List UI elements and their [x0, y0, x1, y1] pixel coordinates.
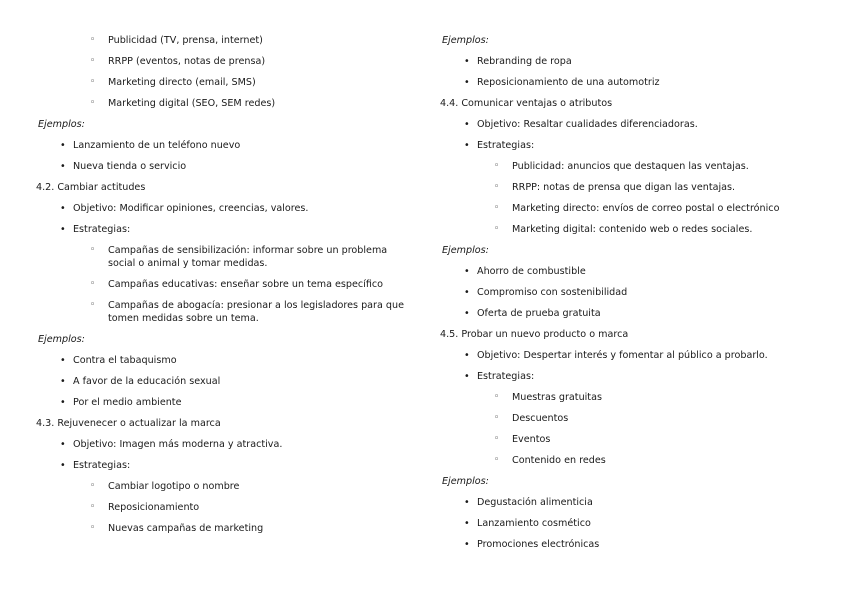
example-item: • Lanzamiento cosmético [440, 513, 820, 534]
objective-item: • Objetivo: Imagen más moderna y atractiva. [36, 434, 416, 455]
section-heading-4-2: 4.2. Cambiar actitudes [36, 182, 146, 193]
example-item: • A favor de la educación sexual [36, 371, 416, 392]
example-item: • Por el medio ambiente [36, 392, 416, 413]
examples-label: Ejemplos: [38, 334, 85, 345]
objective-item: • Objetivo: Resaltar cualidades diferenciadoras. [440, 114, 820, 135]
example-item: • Reposicionamiento de una automotriz [440, 72, 820, 93]
strategy-item: ◦ Muestras gratuitas [440, 387, 820, 408]
section-heading-4-3: 4.3. Rejuvenecer o actualizar la marca [36, 418, 221, 429]
example-item: • Promociones electrónicas [440, 534, 820, 555]
section-heading-4-4: 4.4. Comunicar ventajas o atributos [440, 98, 613, 109]
strategy-item: ◦ Marketing directo (email, SMS) [36, 72, 416, 93]
strategy-item: ◦ Campañas de abogacía: presionar a los legisladores para que tomen medidas sobre un tema. [36, 295, 416, 329]
right-column [440, 30, 820, 555]
examples-label: Ejemplos: [442, 35, 489, 46]
strategy-item: ◦ Nuevas campañas de marketing [36, 518, 416, 539]
section-heading-4-5: 4.5. Probar un nuevo producto o marca [440, 329, 629, 340]
objective-item: • Objetivo: Modificar opiniones, creencias, valores. [36, 198, 416, 219]
strategies-label: • Estrategias: [440, 366, 820, 387]
examples-label: Ejemplos: [38, 119, 85, 130]
strategies-label: • Estrategias: [36, 219, 416, 240]
strategy-item: ◦ Campañas de sensibilización: informar sobre un problema social o animal y tomar medidas. [36, 240, 416, 274]
strategies-label: • Estrategias: [36, 455, 416, 476]
example-item: • Lanzamiento de un teléfono nuevo [36, 135, 416, 156]
left-column [36, 30, 416, 539]
example-item: • Nueva tienda o servicio [36, 156, 416, 177]
example-item: • Contra el tabaquismo [36, 350, 416, 371]
strategy-item: ◦ Marketing digital: contenido web o redes sociales. [440, 219, 820, 240]
strategy-item: ◦ Cambiar logotipo o nombre [36, 476, 416, 497]
strategy-item: ◦ RRPP: notas de prensa que digan las ventajas. [440, 177, 820, 198]
strategy-item: ◦ Marketing directo: envíos de correo postal o electrónico [440, 198, 820, 219]
strategy-item: ◦ Reposicionamiento [36, 497, 416, 518]
strategy-item: ◦ Marketing digital (SEO, SEM redes) [36, 93, 416, 114]
strategy-item: ◦ Campañas educativas: enseñar sobre un tema específico [36, 274, 416, 295]
examples-label: Ejemplos: [442, 476, 489, 487]
strategy-item: ◦ Publicidad: anuncios que destaquen las ventajas. [440, 156, 820, 177]
strategy-item: ◦ Descuentos [440, 408, 820, 429]
example-item: • Compromiso con sostenibilidad [440, 282, 820, 303]
example-item: • Ahorro de combustible [440, 261, 820, 282]
strategy-item: ◦ Publicidad (TV, prensa, internet) [36, 30, 416, 51]
strategy-item: ◦ Eventos [440, 429, 820, 450]
strategy-item: ◦ Contenido en redes [440, 450, 820, 471]
example-item: • Rebranding de ropa [440, 51, 820, 72]
objective-item: • Objetivo: Despertar interés y fomentar al público a probarlo. [440, 345, 820, 366]
strategies-label: • Estrategias: [440, 135, 820, 156]
strategy-item: ◦ RRPP (eventos, notas de prensa) [36, 51, 416, 72]
example-item: • Oferta de prueba gratuita [440, 303, 820, 324]
example-item: • Degustación alimenticia [440, 492, 820, 513]
examples-label: Ejemplos: [442, 245, 489, 256]
